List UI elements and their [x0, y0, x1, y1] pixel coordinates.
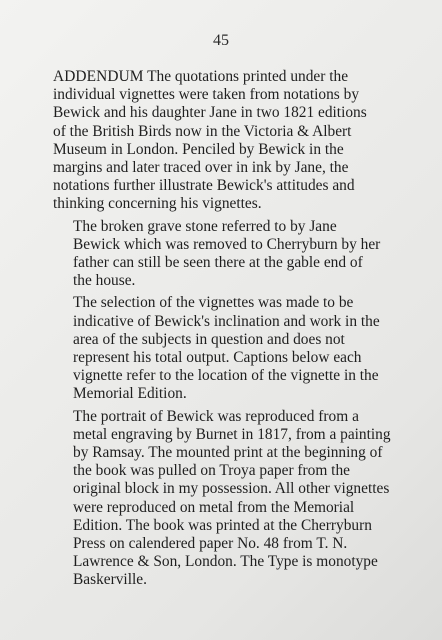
text-line: Edition. The book was printed at the Cherryburn — [73, 516, 372, 534]
text-line: Bewick and his daughter Jane in two 1821 editions — [53, 104, 367, 122]
text-line: Baskerville. — [73, 571, 147, 589]
text-line: thinking concerning his vignettes. — [53, 195, 262, 213]
page-number: 45 — [213, 32, 229, 49]
text-line: The selection of the vignettes was made to be — [73, 294, 354, 312]
paragraph-grave-stone — [53, 218, 393, 291]
paragraph-portrait — [53, 408, 393, 590]
paragraph-selection — [53, 294, 393, 403]
text-line: Press on calendered paper No. 48 from T. N. — [73, 535, 348, 553]
text-line: Bewick which was removed to Cherryburn by her — [73, 235, 381, 253]
text-line: vignette refer to the location of the vignette in the — [73, 367, 379, 385]
text-line: indicative of Bewick's inclination and work in the — [73, 312, 380, 330]
text-line: The broken grave stone referred to by Jane — [73, 217, 337, 235]
text-line: by Ramsay. The mounted print at the beginning of — [73, 444, 383, 462]
text-line: represent his total output. Captions below each — [73, 349, 362, 367]
text-line: metal engraving by Burnet in 1817, from a painting — [73, 425, 391, 443]
text-line: the book was pulled on Troya paper from the — [73, 462, 350, 480]
text-line: original block in my possession. All other vignettes — [73, 480, 390, 498]
text-line: Memorial Edition. — [73, 385, 187, 403]
text-line: notations further illustrate Bewick's attitudes and — [53, 177, 355, 195]
text-line: individual vignettes were taken from notations by — [53, 86, 360, 104]
text-line: the house. — [73, 272, 136, 290]
text-line: were reproduced on metal from the Memorial — [73, 498, 355, 516]
text-line: of the British Birds now in the Victoria & Albert — [53, 122, 352, 140]
text-line: area of the subjects in question and does not — [73, 330, 345, 348]
text-line: The quotations printed under the — [143, 68, 349, 85]
text-line: father can still be seen there at the gable end of — [73, 254, 363, 272]
addendum-text — [53, 68, 393, 594]
text-line: Lawrence & Son, London. The Type is monotype — [73, 553, 378, 571]
addendum-heading: ADDENDUM — [53, 68, 144, 85]
paragraph-addendum — [53, 68, 393, 214]
text-line: Museum in London. Penciled by Bewick in the — [53, 140, 344, 158]
text-line: The portrait of Bewick was reproduced from a — [73, 407, 359, 425]
text-line: margins and later traced over in ink by Jane, the — [53, 159, 349, 177]
